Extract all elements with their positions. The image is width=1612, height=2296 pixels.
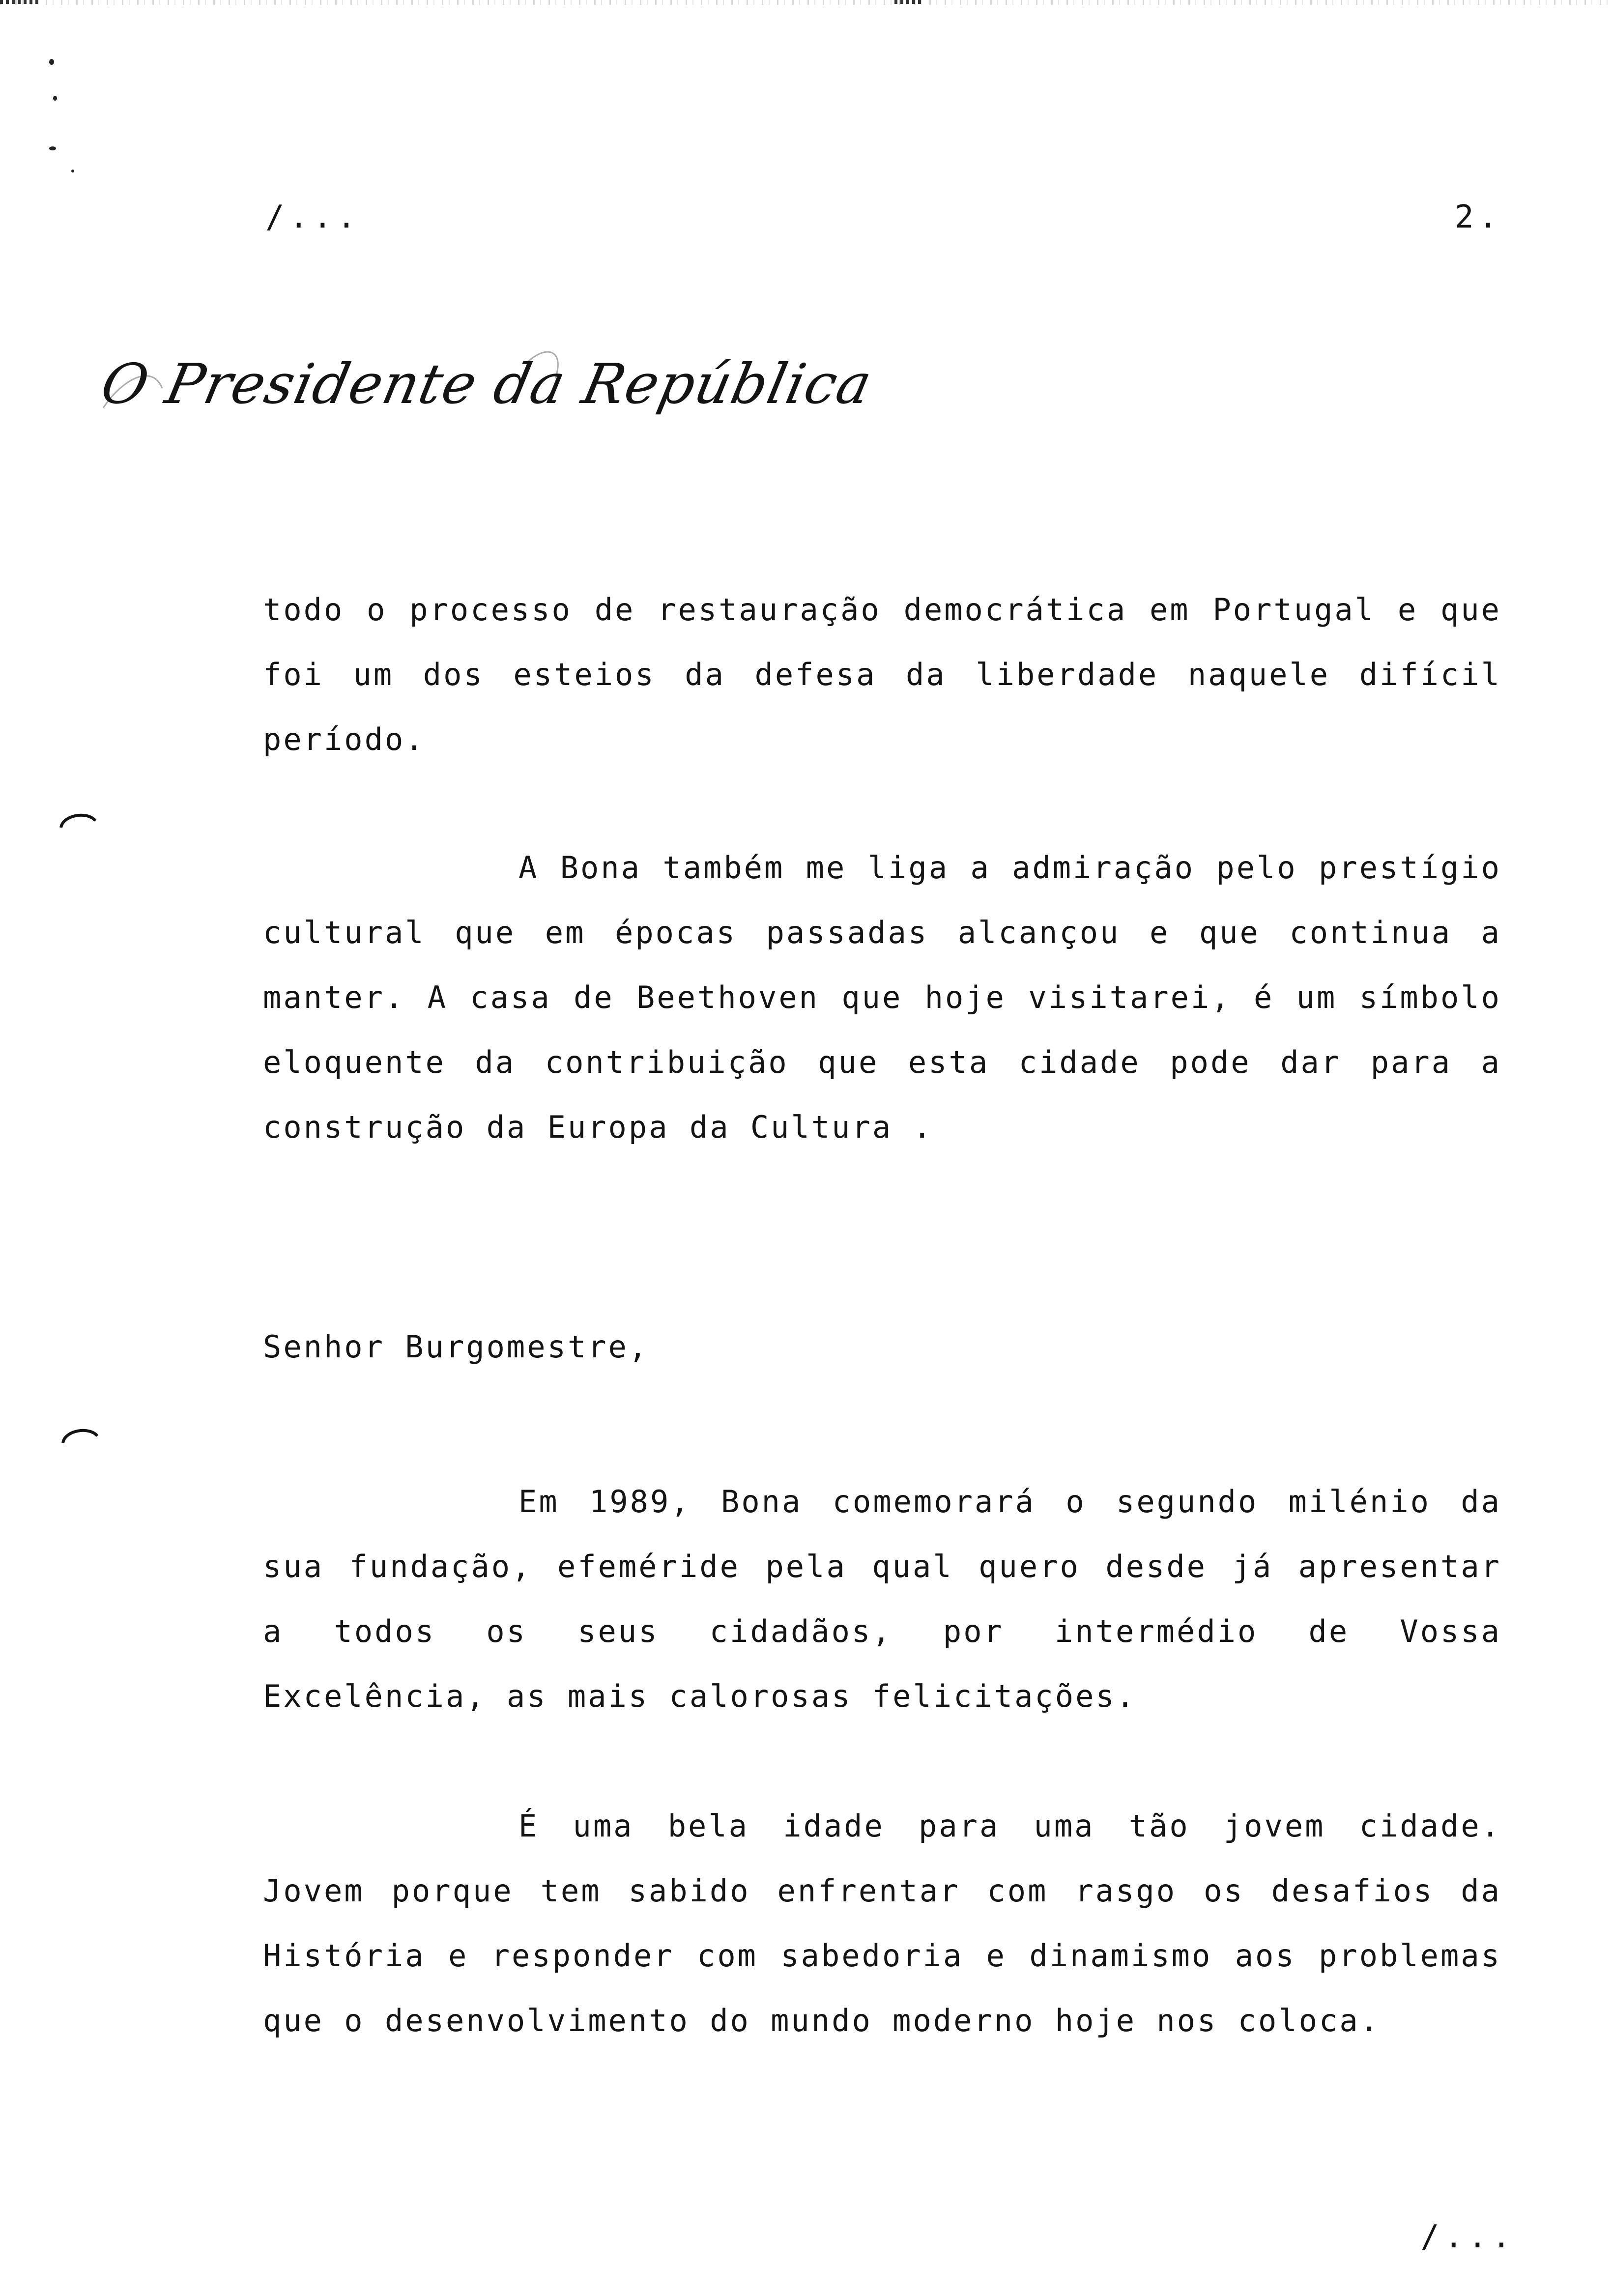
punch-hole-mark — [60, 1425, 99, 1445]
scan-edge-mark — [0, 0, 39, 4]
scan-edge-artifact — [0, 0, 1612, 5]
svg-text:O Presidente da República: O Presidente da República — [95, 352, 878, 416]
body-paragraph-1 — [263, 577, 1501, 772]
body-paragraph-2 — [263, 835, 1501, 1160]
scan-speck — [49, 146, 56, 150]
scan-edge-mark — [894, 0, 924, 4]
salutation-text: Senhor Burgomestre, — [263, 1329, 649, 1365]
salutation — [263, 1315, 1501, 1379]
scan-speck — [49, 59, 54, 65]
paragraph-text: Em 1989, Bona comemorará o segundo milénio da sua fundação, efeméride pela qual quero desde já apresentar a todos os seus cidadãos, por intermédio de Vossa Excelência, as mais calorosas felicitações. — [263, 1484, 1501, 1714]
body-paragraph-3 — [263, 1469, 1501, 1729]
punch-hole-mark — [58, 810, 97, 830]
page-number: 2. — [1455, 199, 1503, 235]
body-paragraph-4 — [263, 1794, 1501, 2053]
paragraph-text: É uma bela idade para uma tão jovem cidade. Jovem porque tem sabido enfrentar com rasgo os desafios da História e responder com sabedoria e dinamismo aos problemas que o desenvolvimento do mundo moderno hoje nos coloca. — [263, 1808, 1501, 2038]
scan-speck — [71, 170, 74, 172]
paragraph-text: A Bona também me liga a admiração pelo prestígio cultural que em épocas passadas alcançou e que continua a manter. A casa de Beethoven que hoje visitarei, é um símbolo eloquente da contribuição que esta cidade pode dar para a construção da Europa da Cultura . — [263, 850, 1501, 1145]
scan-speck — [53, 96, 57, 101]
continuation-mark-bottom: /... — [1420, 2219, 1516, 2255]
paragraph-text: todo o processo de restauração democrática em Portugal e que foi um dos esteios da defesa da liberdade naquele difícil período. — [263, 592, 1501, 757]
continuation-mark-top: /... — [265, 199, 361, 235]
letterhead-logo — [93, 334, 878, 442]
